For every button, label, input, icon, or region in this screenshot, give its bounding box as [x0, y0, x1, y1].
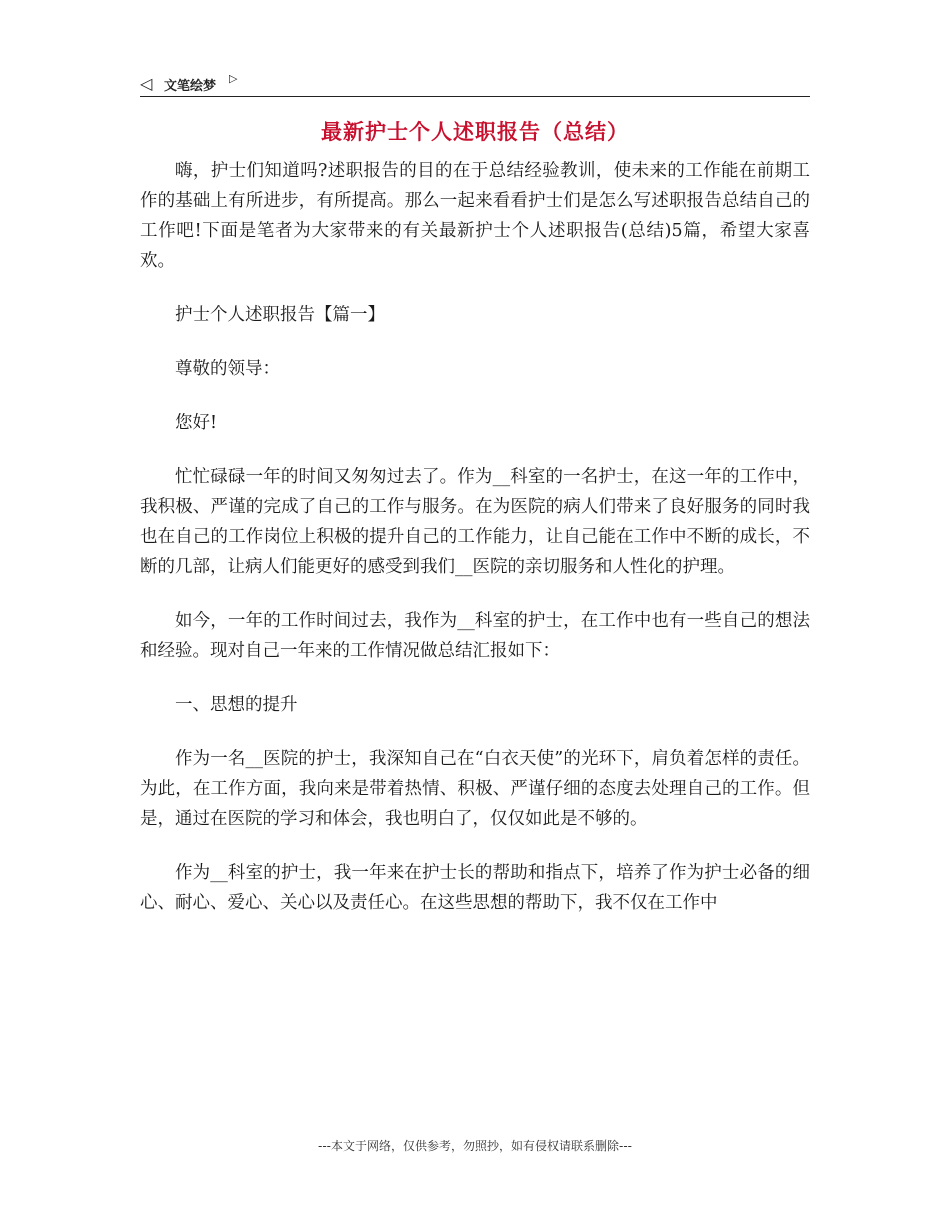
paragraph: 作为一名__医院的护士，我深知自己在“白衣天使”的光环下，肩负着怎样的责任。为此，在工作方面，我向来是带着热情、积极、严谨仔细的态度去处理自己的工作。但是，通过在医院的学习和体会，我也明白了，仅仅如此是不够的。 — [140, 749, 810, 829]
document-body — [140, 156, 810, 942]
right-triangle-icon: ▷ — [229, 72, 238, 85]
paragraph: 如今，一年的工作时间过去，我作为__科室的护士，在工作中也有一些自己的想法和经验。现对自己一年来的工作情况做总结汇报如下： — [140, 611, 810, 661]
left-triangle-icon: ◁ — [140, 74, 153, 93]
paragraph: 护士个人述职报告【篇一】 — [175, 305, 385, 325]
page-footer: ---本文于网络，仅供参考，勿照抄，如有侵权请联系删除--- — [318, 1139, 632, 1153]
paragraph: 忙忙碌碌一年的时间又匆匆过去了。作为__科室的一名护士，在这一年的工作中，我积极、严谨的完成了自己的工作与服务。在为医院的病人们带来了良好服务的同时我也在自己的工作岗位上积极的提升自己的工作能力，让自己能在工作中不断的成长，不断的几部，让病人们能更好的感受到我们__医院的亲切服务和人性化的护理。 — [140, 467, 810, 577]
paragraph: 尊敬的领导： — [175, 359, 280, 379]
paragraph: 嗨，护士们知道吗?述职报告的目的在于总结经验教训，使未来的工作能在前期工作的基础上有所进步，有所提高。那么一起来看看护士们是怎么写述职报告总结自己的工作吧!下面是笔者为大家带来的有关最新护士个人述职报告(总结)5篇，希望大家喜欢。 — [140, 161, 810, 271]
paragraph: 您好! — [175, 413, 218, 433]
document-title: 最新护士个人述职报告（总结） — [321, 120, 629, 144]
brand-label: 文笔绘梦 — [164, 79, 217, 94]
paragraph: 作为__科室的护士，我一年来在护士长的帮助和指点下，培养了作为护士必备的细心、耐心、爱心、关心以及责任心。在这些思想的帮助下，我不仅在工作中 — [140, 863, 810, 913]
paragraph: 一、思想的提升 — [175, 695, 298, 715]
page-header — [140, 70, 810, 97]
